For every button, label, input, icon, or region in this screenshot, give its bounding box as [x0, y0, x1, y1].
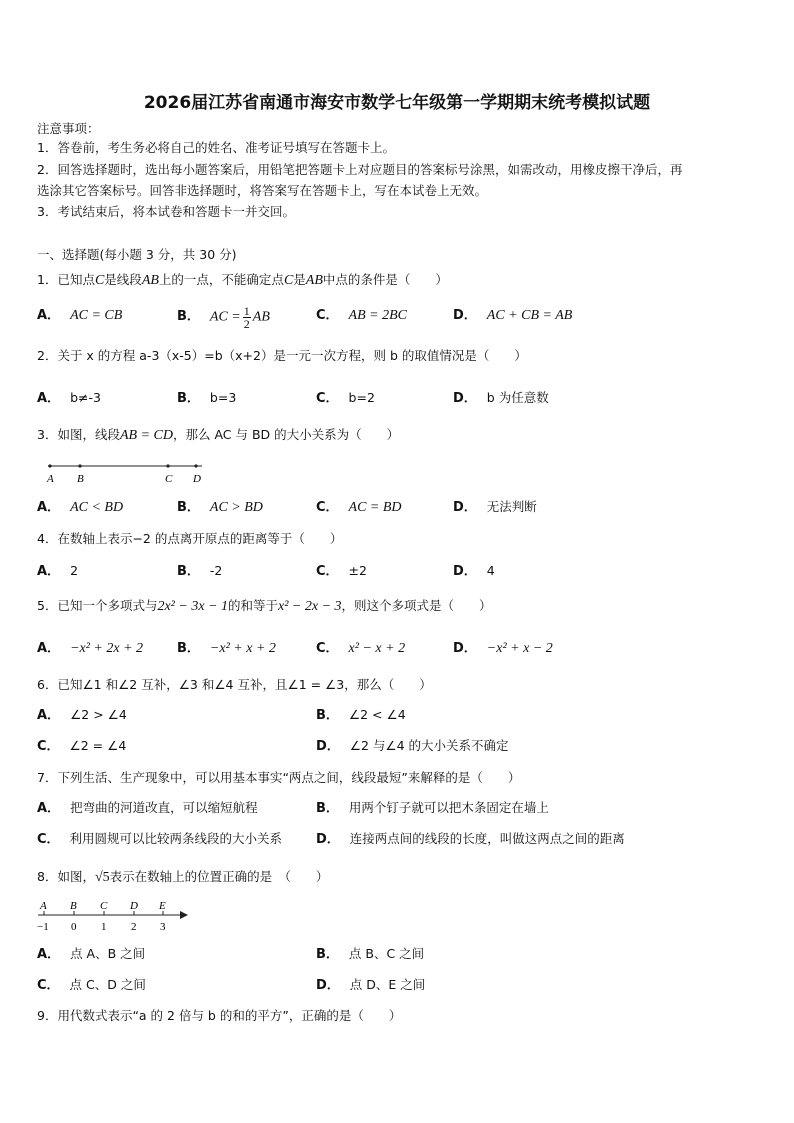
q8-option-a[interactable]: A． 点 A、B 之间 [37, 946, 146, 962]
question-1-stem: 1．已知点C是线段AB上的一点，不能确定点C是AB中点的条件是（ ） [37, 272, 448, 288]
q8-option-b[interactable]: B． 点 B、C 之间 [316, 946, 425, 962]
q3-segment-figure [40, 458, 220, 486]
question-2-stem: 2．关于 x 的方程 a-3（x-5）=b（x+2）是一元一次方程，则 b 的取值情况是（ ） [37, 348, 527, 363]
q5-option-d[interactable]: D． −x² + x − 2 [453, 641, 553, 656]
q8-number-1: 1 [101, 921, 107, 933]
q7-option-a[interactable]: A． 把弯曲的河道改直，可以缩短航程 [37, 800, 258, 816]
q8-number-3: 3 [160, 921, 166, 933]
q2-option-c[interactable]: C． b=2 [316, 390, 375, 406]
q7-option-b[interactable]: B． 用两个钉子就可以把木条固定在墙上 [316, 800, 549, 816]
q6-option-b[interactable]: B． ∠2 < ∠4 [316, 707, 406, 723]
q1-option-d[interactable]: D． AC + CB = AB [453, 308, 573, 323]
q8-letter-c: C [100, 900, 108, 912]
q8-number-0: 0 [71, 921, 77, 933]
question-7-stem: 7．下列生活、生产现象中，可以用基本事实“两点之间，线段最短”来解释的是（ ） [37, 770, 521, 785]
notice-item-1: 1．答卷前，考生务必将自己的姓名、准考证号填写在答题卡上。 [37, 140, 395, 155]
q2-option-a[interactable]: A． b≠-3 [37, 390, 101, 406]
question-6-stem: 6．已知∠1 和∠2 互补，∠3 和∠4 互补，且∠1 = ∠3，那么（ ） [37, 677, 432, 692]
q3-option-c[interactable]: C． AC = BD [316, 500, 402, 515]
q5-option-c[interactable]: C． x² − x + 2 [316, 641, 406, 656]
question-3-stem: 3．如图，线段AB = CD，那么 AC 与 BD 的大小关系为（ ） [37, 427, 400, 443]
q7-option-d[interactable]: D． 连接两点间的线段的长度，叫做这两点之间的距离 [316, 831, 625, 847]
q3-option-a[interactable]: A． AC < BD [37, 500, 124, 515]
q4-option-a[interactable]: A． 2 [37, 563, 79, 579]
q1-option-a[interactable]: A． AC = CB [37, 308, 123, 323]
notice-heading: 注意事项： [37, 121, 100, 136]
q3-label-d: D [193, 473, 201, 485]
q8-number-neg1: −1 [37, 921, 49, 933]
q2-option-d[interactable]: D． b 为任意数 [453, 390, 549, 406]
q2-option-b[interactable]: B． b=3 [177, 390, 237, 406]
q3-label-c: C [165, 473, 173, 485]
q3-label-b: B [77, 473, 84, 485]
q3-option-d[interactable]: D． 无法判断 [453, 499, 537, 515]
question-5-stem: 5．已知一个多项式与2x² − 3x − 1的和等于x² − 2x − 3，则这个多项式是（ ） [37, 598, 492, 614]
q8-option-d[interactable]: D． 点 D、E 之间 [316, 977, 426, 993]
q1-option-c[interactable]: C． AB = 2BC [316, 308, 407, 323]
question-8-stem: 8．如图，√5表示在数轴上的位置正确的是 （ ） [37, 869, 329, 885]
q8-letter-e: E [159, 900, 166, 912]
page-title: 2026届江苏省南通市海安市数学七年级第一学期期末统考模拟试题 [143, 93, 651, 113]
q8-option-c[interactable]: C． 点 C、D 之间 [37, 977, 146, 993]
q6-option-a[interactable]: A． ∠2 > ∠4 [37, 707, 127, 723]
q1-option-b[interactable]: B． AC = $\frac{1}{2}$ AB [177, 304, 270, 331]
q8-letter-a: A [40, 900, 47, 912]
q8-number-2: 2 [131, 921, 137, 933]
q7-option-c[interactable]: C． 利用圆规可以比较两条线段的大小关系 [37, 831, 283, 847]
q6-option-c[interactable]: C． ∠2 = ∠4 [37, 738, 127, 754]
q4-option-d[interactable]: D． 4 [453, 563, 495, 579]
q8-letter-b: B [70, 900, 77, 912]
notice-item-3: 3．考试结束后，将本试卷和答题卡一并交回。 [37, 204, 295, 219]
section-heading: 一、选择题(每小题 3 分，共 30 分) [37, 247, 237, 262]
q8-number-line [34, 899, 194, 935]
q6-option-d[interactable]: D． ∠2 与∠4 的大小关系不确定 [316, 738, 509, 754]
notice-item-2: 2．回答选择题时，选出每小题答案后，用铅笔把答题卡上对应题目的答案标号涂黑，如需改动，用橡皮擦干净后，再 [37, 162, 683, 177]
notice-item-2-cont: 选涂其它答案标号。回答非选择题时，将答案写在答题卡上，写在本试卷上无效。 [37, 183, 488, 198]
question-9-stem: 9．用代数式表示“a 的 2 倍与 b 的和的平方”，正确的是（ ） [37, 1008, 402, 1023]
question-4-stem: 4．在数轴上表示−2 的点离开原点的距离等于（ ） [37, 531, 343, 546]
q8-letter-d: D [130, 900, 138, 912]
q3-option-b[interactable]: B． AC > BD [177, 500, 263, 515]
q4-option-b[interactable]: B． -2 [177, 563, 223, 579]
q3-label-a: A [47, 473, 54, 485]
q5-option-b[interactable]: B． −x² + x + 2 [177, 641, 276, 656]
q4-option-c[interactable]: C． ±2 [316, 563, 367, 579]
q5-option-a[interactable]: A． −x² + 2x + 2 [37, 641, 144, 656]
